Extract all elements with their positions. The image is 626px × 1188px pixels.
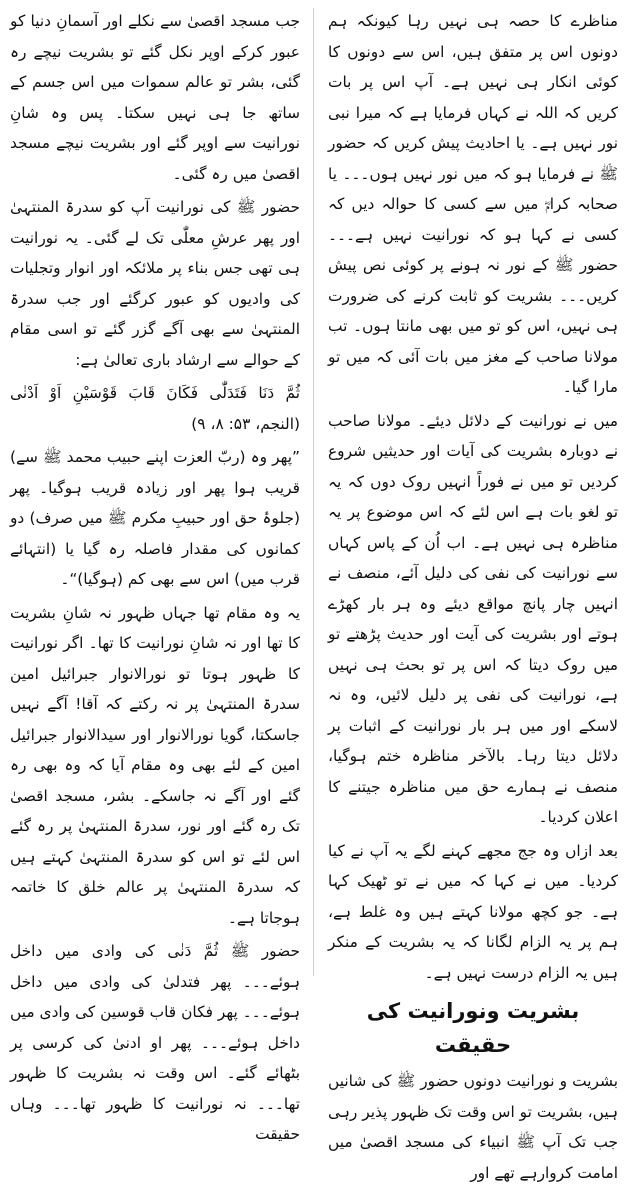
section-heading: بشریت ونورانیت کی حقیقت [366, 999, 580, 1057]
quran-verse: ثُمَّ دَنَا فَتَدَلّٰی فَكَانَ قَابَ قَوْسَيْنِ اَوْ اَدْنٰی (النجم، ۵۳: ۸، ۹) [10, 384, 300, 433]
paragraph: حضور ﷺ کی نورانیت آپ کو سدرۃ المنتہیٰ اور پھر عرشِ معلّٰی تک لے گئی۔ یہ نورانیت ہی تھی جس بناء پر ملائکہ اور انوار وتجلیات کی وادیوں کو عبور کرگئے اور جب سدرۃ المنتہیٰ سے بھی آگے گزر گئے تو اسی مقام کے حوالے سے ارشاد باری تعالیٰ ہے: [10, 198, 300, 369]
paragraph: بعد ازاں وہ جج مجھے کہنے لگے یہ آپ نے کیا کردیا۔ میں نے کہا کہ میں نے تو ٹھیک کہا ہے۔ جو کچھ مولانا کہتے ہیں وہ غلط ہے، ہم پر یہ الزام لگانا کہ یہ بشریت کے منکر ہیں یہ الزام درست نہیں ہے۔ [328, 841, 618, 982]
paragraph: مناظرے کا حصہ ہی نہیں رہا کیونکہ ہم دونوں اس پر متفق ہیں، اس سے دونوں کا کوئی انکار ہی نہیں ہے۔ آپ اس پر بات کریں کہ اللہ نے کہاں فرمایا ہے کہ میرا نبی نور نہیں ہے۔ یا احادیث پیش کریں کہ حضور ﷺ نے فرمایا ہو کہ میں نور نہیں ہوں۔۔۔ یا صحابہ کرامؓ میں سے کسی کا حوالہ دیں کہ کسی نے کہا ہو کہ نورانیت نہیں ہے۔۔۔ حضور ﷺ کے نور نہ ہونے پر کوئی نص پیش کریں۔۔۔ بشریت کو ثابت کرنے کی ضرورت ہی نہیں، اس کو تو میں بھی مانتا ہوں۔ تب مولانا صاحب کے مغز میں بات آئی کہ میں تو مارا گیا۔ [328, 12, 618, 396]
paragraph: بشریت و نورانیت دونوں حضور ﷺ کی شانیں ہیں، بشریت تو اس وقت تک ظہور پذیر رہی جب تک آپ ﷺ انبیاء کی مسجد اقصیٰ میں امامت کروارہے تھے اور [328, 1072, 618, 1182]
left-column [10, 6, 300, 1143]
paragraph: یہ وہ مقام تھا جہاں ظہور نہ شانِ بشریت کا تھا اور نہ شانِ نورانیت کا تھا۔ اگر نورانیت کا ظہور ہوتا تو نورالانوار جبرائیل امین سدرۃ المنتہیٰ پر نہ رکتے کہ آقا! آگے نہیں جاسکتا، گویا نورالانوار اور سیدالانوار جبرائیل امین کے لئے بھی وہ مقام آیا کہ وہ بھی رہ گئے اور آگے نہ جاسکے۔ بشر، مسجد اقصیٰ تک رہ گئے اور نور، سدرۃ المنتہیٰ پر رہ گئے اس لئے تو اس کو سدرۃ المنتہیٰ کہتے ہیں کہ سدرۃ المنتہیٰ پر عالم خلق کا خاتمہ ہوجاتا ہے۔ [10, 603, 300, 927]
column-divider [313, 8, 314, 976]
paragraph: میں نے نورانیت کے دلائل دیئے۔ مولانا صاحب نے دوبارہ بشریت کی آیات اور حدیثیں شروع کردیں تو میں نے فوراً انہیں روک دوں کہ یہ تو لغو بات ہے اس لئے کہ اس موضوع پر یہ مناظرہ ہی نہیں ہے۔ اب اُن کے پاس کہاں سے نورانیت کی نفی کی دلیل آئے، منصف نے انہیں چار پانچ مواقع دیئے وہ ہر بار کھڑے ہوتے اور بشریت کی آیت اور حدیث پڑھتے تو میں روک دیتا کہ اس پر تو بحث ہی نہیں ہے، نورانیت کی نفی پر دلیل لائیں، وہ نہ لاسکے اور میں ہر بار نورانیت کے اثبات پر دلائل دیتا رہا۔ بالآخر مناظرہ ختم ہوگیا، منصف نے ہمارے حق میں مناظرہ جیتنے کا اعلان کردیا۔ [328, 411, 618, 826]
paragraph: جب مسجد اقصیٰ سے نکلے اور آسمانِ دنیا کو عبور کرکے اوپر نکل گئے تو بشریت نیچے رہ گئی، بشر تو عالم سموات میں اس جسم کے ساتھ جا ہی نہیں سکتا۔ پس وہ شانِ نورانیت سے اوپر گئے اور بشریت نیچے مسجد اقصیٰ میں رہ گئی۔ [10, 12, 300, 183]
right-column [328, 6, 618, 1182]
paragraph: حضور ﷺ ثُمَّ دَنٰی کی وادی میں داخل ہوئے۔۔۔ پھر فتدلیٰ کی وادی میں داخل ہوئے۔۔۔ پھر فکان قاب قوسین کی وادی میں داخل ہوئے۔۔۔ پھر او ادنیٰ کی کرسی پر بٹھائے گئے۔ اس وقت نہ بشریت کا ظہور تھا۔۔۔ نہ نورانیت کا ظہور تھا۔۔۔ وہاں حقیقت [10, 942, 300, 1143]
verse-translation: ”پھر وہ (ربّ العزت اپنے حبیب محمد ﷺ سے) قریب ہوا پھر اور زیادہ قریب ہوگیا۔ پھر (جلوۂ حق اور حبیبِ مکرم ﷺ میں صرف) دو کمانوں کی مقدار فاصلہ رہ گیا یا (انتہائے قرب میں) اس سے بھی کم (ہوگیا)“۔ [10, 448, 300, 588]
